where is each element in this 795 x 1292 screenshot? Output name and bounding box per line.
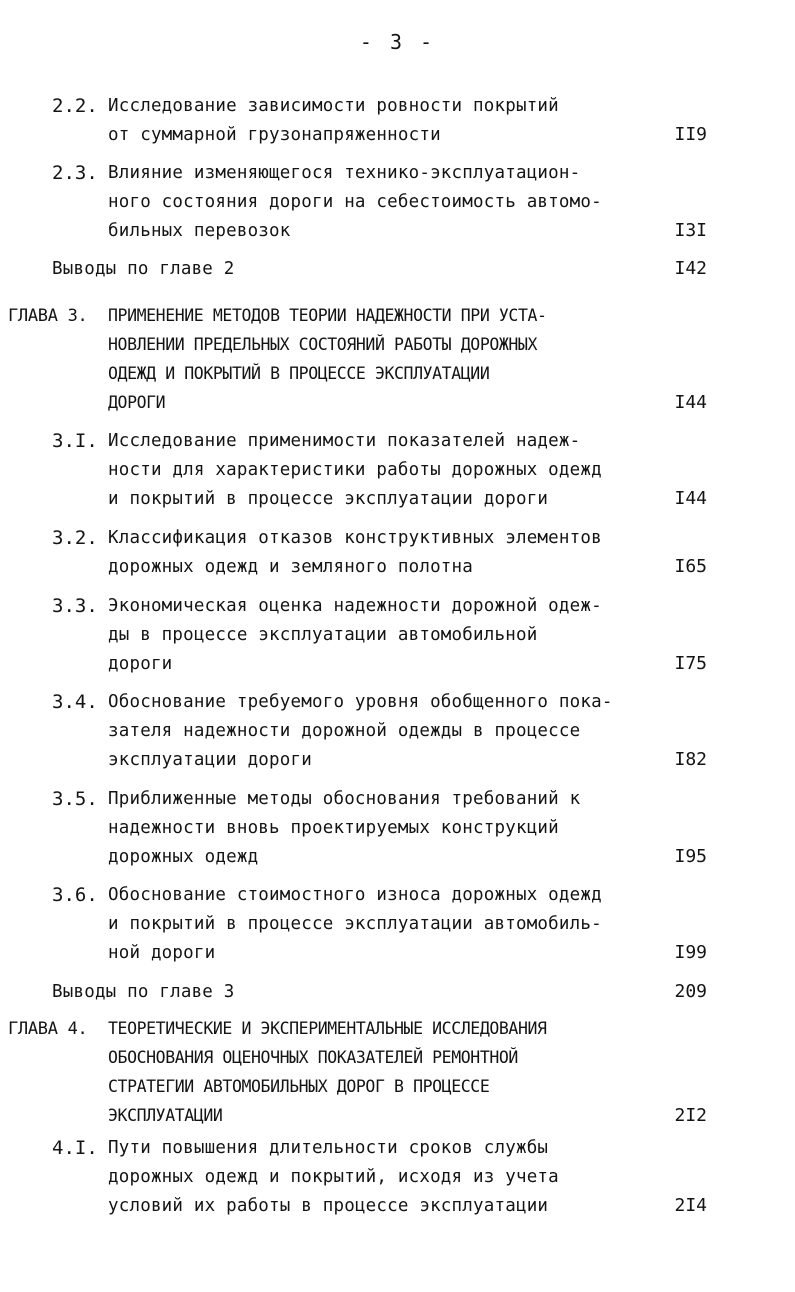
section-number: 2.2. [52,95,98,117]
dot-leader [322,746,659,774]
toc-entry-text: и покрытий в процессе эксплуатации автомобиль- [108,914,602,934]
dot-leader [558,485,659,513]
toc-conclusions-row [52,978,665,1006]
toc-page-number: II9 [674,124,707,145]
section-number: 3.I. [52,430,98,452]
section-number: 3.6. [52,884,98,906]
toc-entry-last-line [108,553,665,581]
toc-entry-text: Исследование применимости показателей надеж- [108,431,581,451]
chapter-title-line: НОВЛЕНИИ ПРЕДЕЛЬНЫХ СОСТОЯНИЙ РАБОТЫ ДОРОЖНЫХ [108,335,538,354]
toc-entry-text: бильных перевозок [108,221,291,241]
toc-entry-last-line [108,485,665,513]
toc-conclusions-row [52,255,665,283]
toc-entry-last-line [108,389,665,417]
toc-page-number: I95 [674,846,707,867]
chapter-title-line: ОБОСНОВАНИЯ ОЦЕНОЧНЫХ ПОКАЗАТЕЛЕЙ РЕМОНТНОЙ [108,1048,518,1067]
toc-entry-text: дороги [108,654,173,674]
toc-entry-last-line [108,217,665,245]
toc-entry-last-line [108,650,665,678]
toc-entry-text: условий их работы в процессе эксплуатации [108,1196,549,1216]
dot-leader [182,650,659,678]
toc-entry-text: Выводы по главе 3 [52,982,235,1002]
toc-entry-text: дорожных одежд [108,847,259,867]
toc-entry-text: ного состояния дороги на себестоимость автомо- [108,192,602,212]
chapter-title-line: ТЕОРЕТИЧЕСКИЕ И ЭКСПЕРИМЕНТАЛЬНЫЕ ИССЛЕДОВАНИЯ [108,1019,547,1038]
section-number: 3.5. [52,788,98,810]
toc-entry-text: Приближенные методы обоснования требований к [108,789,581,809]
toc-entry-text: зателя надежности дорожной одежды в процессе [108,721,581,741]
toc-entry-text: Экономическая оценка надежности дорожной одеж- [108,596,602,616]
toc-entry-text: ды в процессе эксплуатации автомобильной [108,625,538,645]
toc-entry-text: Классификация отказов конструктивных элементов [108,528,602,548]
dot-leader [232,1102,659,1130]
toc-page-number: I75 [674,653,707,674]
toc-entry-last-line [108,939,665,967]
chapter-title-line: СТРАТЕГИИ АВТОМОБИЛЬНЫХ ДОРОГ В ПРОЦЕССЕ [108,1077,490,1096]
dot-leader [245,978,659,1006]
toc-entry-last-line [108,843,665,871]
toc-entry-text: эксплуатации дороги [108,750,312,770]
toc-entry-text: ной дороги [108,943,216,963]
toc-entry-last-line [108,746,665,774]
section-number: 3.2. [52,527,98,549]
toc-page-number: I44 [674,392,707,413]
chapter-title-line: ПРИМЕНЕНИЕ МЕТОДОВ ТЕОРИИ НАДЕЖНОСТИ ПРИ УСТА- [108,306,547,325]
toc-entry-text: от суммарной грузонапряженности [108,125,441,145]
toc-page-number: I3I [674,220,707,241]
chapter-title-line: ДОРОГИ [108,393,166,412]
section-number: 2.3. [52,162,98,184]
dot-leader [558,1192,659,1220]
toc-entry-text: Обоснование требуемого уровня обобщенного пока- [108,692,613,712]
dot-leader [301,217,659,245]
toc-page-number: I42 [674,258,707,279]
section-number: 4.I. [52,1137,98,1159]
toc-page-number: I65 [674,556,707,577]
dot-leader [175,389,659,417]
chapter-title-line: ОДЕЖД И ПОКРЫТИЙ В ПРОЦЕССЕ ЭКСПЛУАТАЦИИ [108,364,490,383]
toc-entry-text: дорожных одежд и покрытий, исходя из учета [108,1167,559,1187]
toc-entry-last-line [108,121,665,149]
dot-leader [268,843,659,871]
dot-leader [483,553,659,581]
toc-entry-text: Исследование зависимости ровности покрытий [108,96,559,116]
toc-page-number: 2I2 [674,1105,707,1126]
toc-entry-text: надежности вновь проектируемых конструкций [108,818,559,838]
toc-entry-text: Обоснование стоимостного износа дорожных одежд [108,885,602,905]
toc-entry-text: Выводы по главе 2 [52,259,235,279]
page-number: - 3 - [359,30,436,54]
dot-leader [451,121,659,149]
chapter-title-line: ЭКСПЛУАТАЦИИ [108,1106,223,1125]
toc-page-number: 2I4 [674,1195,707,1216]
section-number: 3.3. [52,595,98,617]
toc-entry-last-line [108,1102,665,1130]
dot-leader [225,939,659,967]
toc-page-number: I99 [674,942,707,963]
toc-entry-text: Пути повышения длительности сроков службы [108,1138,549,1158]
toc-entry-text: дорожных одежд и земляного полотна [108,557,474,577]
section-number: 3.4. [52,691,98,713]
chapter-number: ГЛАВА 3. [8,306,88,326]
toc-entry-text: Влияние изменяющегося технико-эксплуатацион- [108,163,581,183]
toc-entry-text: и покрытий в процессе эксплуатации дороги [108,489,549,509]
dot-leader [245,255,659,283]
chapter-number: ГЛАВА 4. [8,1019,88,1039]
toc-entry-last-line [108,1192,665,1220]
toc-page-number: I82 [674,749,707,770]
toc-page-number: I44 [674,488,707,509]
toc-entry-text: ности для характеристики работы дорожных одежд [108,460,602,480]
toc-page-number: 209 [674,981,707,1002]
